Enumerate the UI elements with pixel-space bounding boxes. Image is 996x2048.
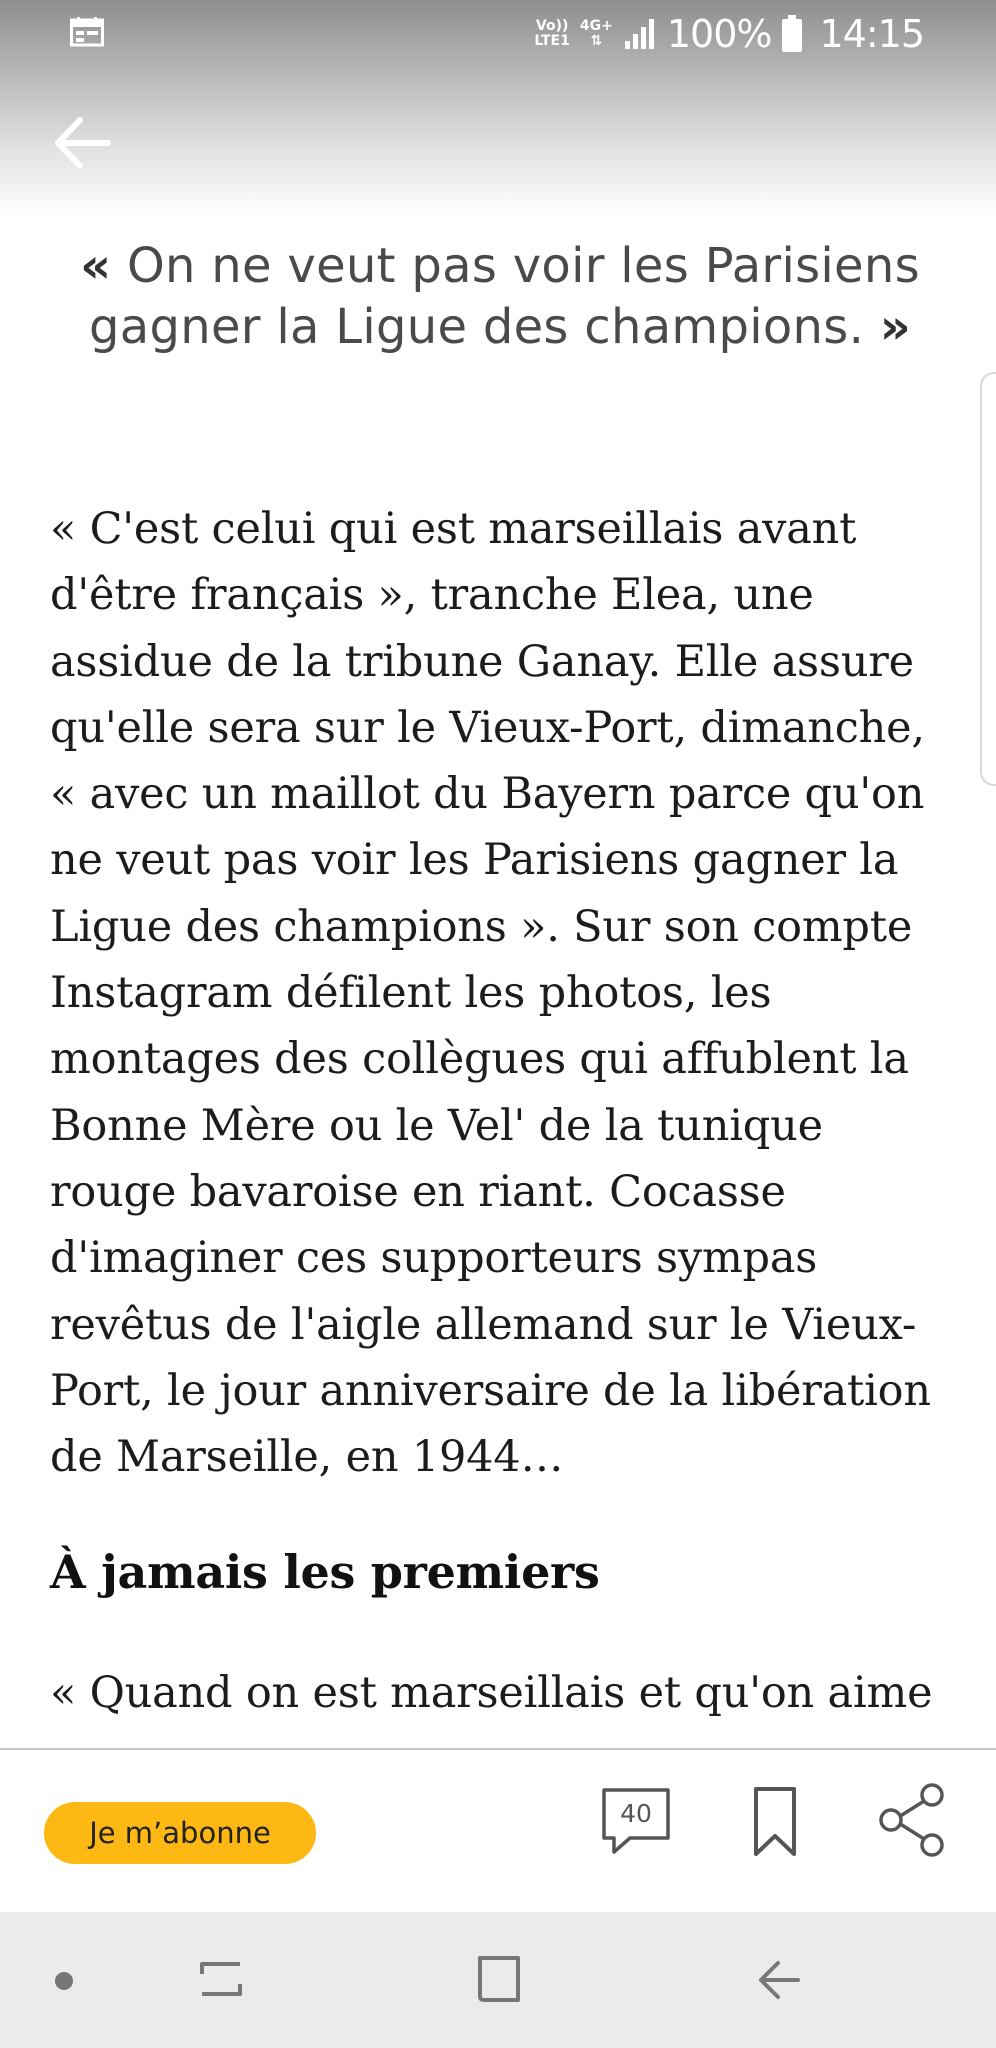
share-button[interactable] [876,1782,948,1858]
nav-back-icon [756,1957,802,2003]
calendar-notification-icon [70,17,104,51]
share-icon [876,1782,948,1858]
comment-count: 40 [620,1799,652,1828]
home-square-icon [474,1954,522,2004]
article-paragraph: « C'est celui qui est marseillais avant d'être français », tranche Elea, une assidue de la tribune Ganay. Elle assure qu'elle sera sur le Vieux-Port, dimanche, « avec un maillot du Bayern parce qu'on ne veut pas voir les Parisiens gagner la Ligue des champions ». Sur son compte Instagram défilent les photos, les montages des collègues qui affublent la Bonne Mère ou le Vel' de la tunique rouge bavaroise en riant. Cocasse d'imaginer ces supporteurs sympas revêtus de l'aigle allemand sur le Vieux-Port, le jour anniversaire de la libération de Marseille, en 1944… [50,504,931,1483]
recent-apps-button[interactable] [198,1954,244,2008]
signal-icon [623,17,657,51]
app-header [0,0,996,215]
nav-dot-icon[interactable] [55,1972,73,1990]
article-paragraph-partial: « Quand on est marseillais et qu'on aime [50,1668,933,1718]
arrow-left-icon [50,110,116,176]
back-button[interactable] [50,110,116,176]
battery-percent: 100% [666,12,772,56]
bookmark-icon [752,1786,798,1858]
system-navigation-bar [0,1912,996,2048]
system-back-button[interactable] [756,1957,802,2007]
scroll-handle[interactable] [980,372,996,786]
open-quote-mark: « [80,238,112,294]
clock: 14:15 [819,12,924,56]
status-bar [534,8,924,60]
comments-button[interactable] [600,1786,672,1856]
home-button[interactable] [474,1954,522,2008]
recent-apps-icon [198,1954,244,2004]
close-quote-mark: » [879,299,912,355]
subscribe-button[interactable]: Je m’abonne [44,1802,316,1864]
article-action-bar [0,1748,996,1914]
network-indicator: 4G+ ⇅ [579,18,613,49]
bookmark-button[interactable] [752,1786,798,1858]
pull-quote-text: On ne veut pas voir les Parisiens gagner la Ligue des champions. [88,238,920,355]
volte-indicator: Vo)) LTE1 [534,18,570,49]
pull-quote [50,236,950,358]
article-subheading: À jamais les premiers [50,1545,600,1599]
battery-icon [781,15,803,53]
